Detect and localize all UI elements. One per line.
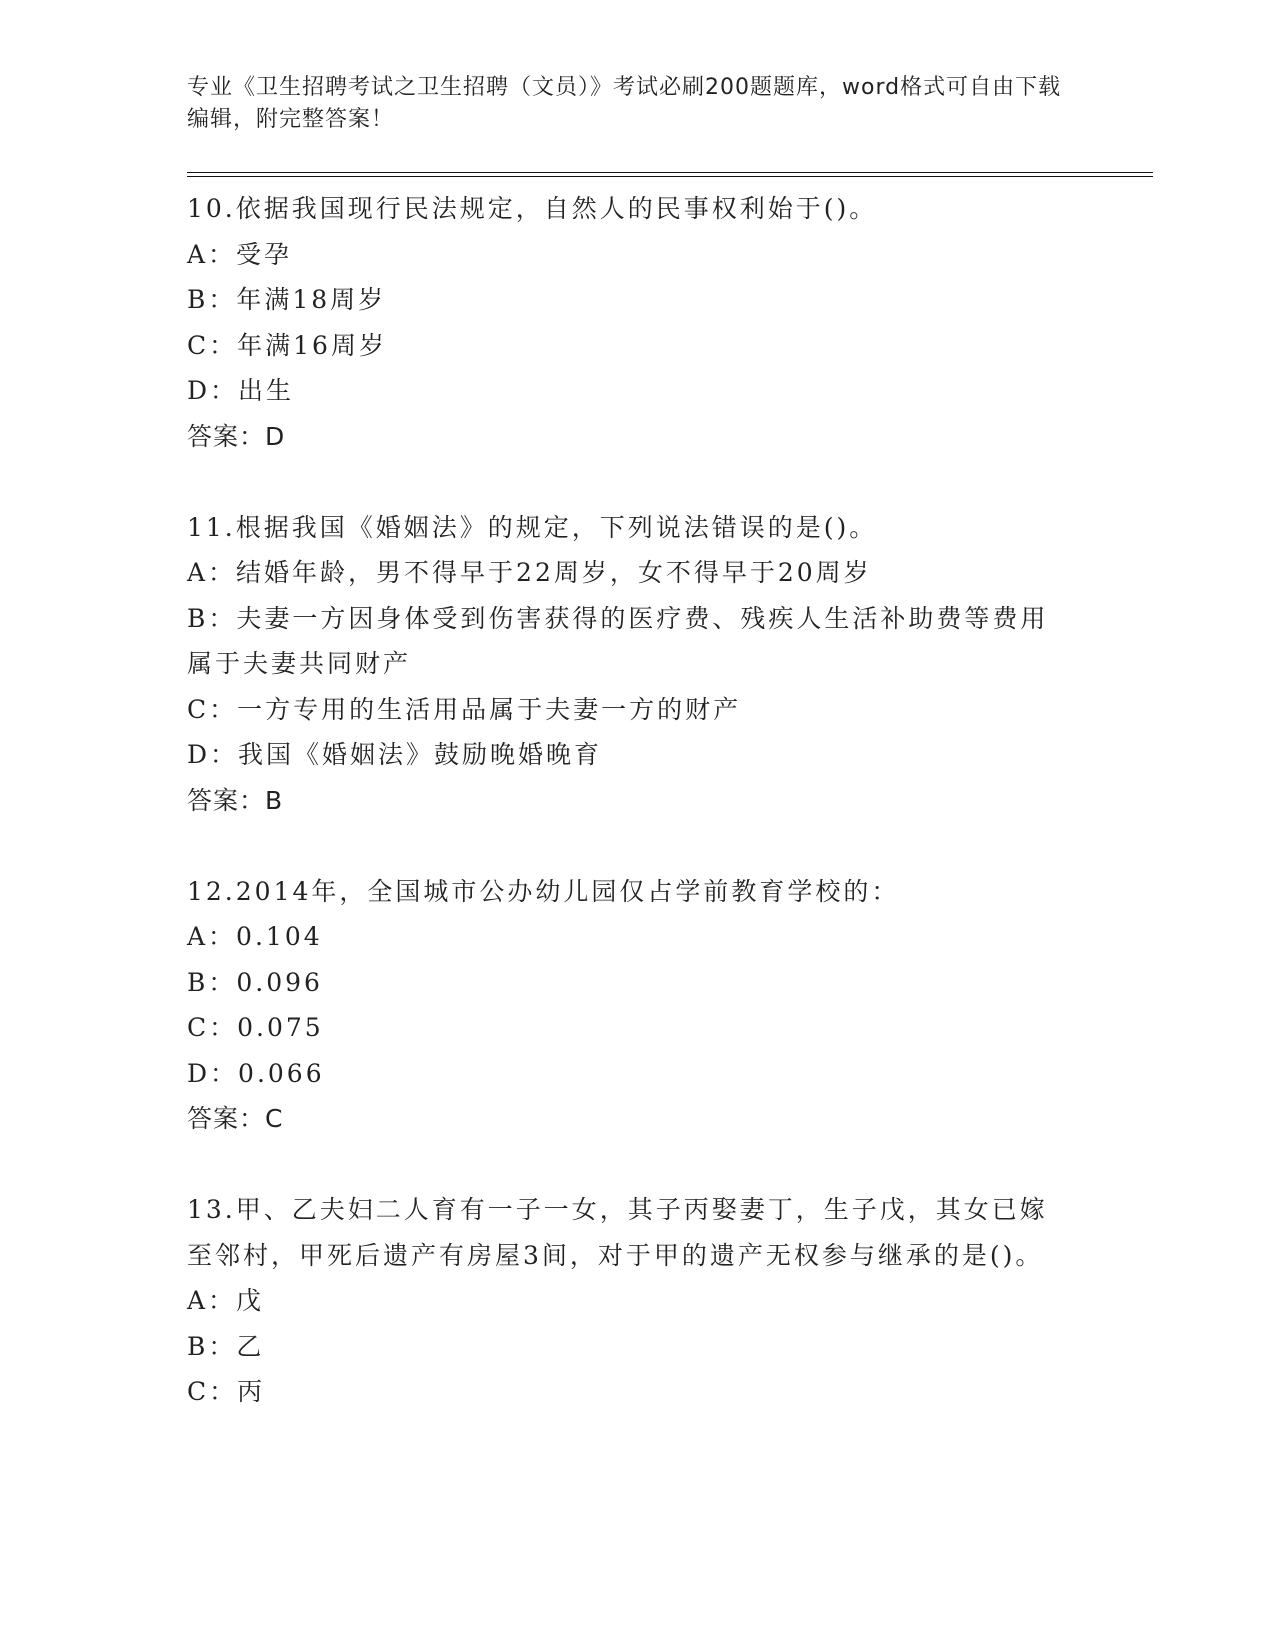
option-c: C：年满16周岁 bbox=[187, 330, 387, 360]
option-a: A：结婚年龄，男不得早于22周岁，女不得早于20周岁 bbox=[187, 558, 872, 587]
option-c: C：一方专用的生活用品属于夫妻一方的财产 bbox=[187, 694, 742, 724]
question-text: 10.依据我国现行民法规定，自然人的民事权利始于()。 bbox=[187, 194, 878, 223]
option-a: A：戊 bbox=[187, 1286, 265, 1315]
option-a: A：受孕 bbox=[187, 239, 293, 269]
question-13 bbox=[187, 1187, 1067, 1415]
option-d: D：我国《婚姻法》鼓励晚婚晚育 bbox=[187, 740, 603, 769]
option-c: C：丙 bbox=[187, 1377, 266, 1406]
document-header: 专业《卫生招聘考试之卫生招聘（文员）》考试必刷200题题库，word格式可自由下载编辑，附完整答案！ bbox=[187, 75, 1062, 132]
option-b: B：夫妻一方因身体受到伤害获得的医疗费、残疾人生活补助费等费用属于夫妻共同财产 bbox=[187, 603, 1049, 678]
answer-text: 答案：B bbox=[187, 785, 284, 815]
question-12 bbox=[187, 869, 1067, 1142]
question-text: 12.2014年，全国城市公办幼儿园仅占学前教育学校的： bbox=[187, 876, 900, 906]
option-c: C：0.075 bbox=[187, 1013, 324, 1042]
question-text: 13.甲、乙夫妇二人育有一子一女，其子丙娶妻丁，生子戊，其女已嫁至邻村，甲死后遗产有房屋3间，对于甲的遗产无权参与继承的是()。 bbox=[187, 1195, 1048, 1270]
answer-text: 答案：C bbox=[187, 1104, 284, 1133]
option-b: B：0.096 bbox=[187, 967, 323, 997]
option-d: D：出生 bbox=[187, 376, 295, 405]
option-b: B：年满18周岁 bbox=[187, 285, 387, 314]
option-d: D：0.066 bbox=[187, 1058, 325, 1088]
option-b: B：乙 bbox=[187, 1331, 265, 1361]
header-rule-top bbox=[187, 172, 1153, 173]
option-a: A：0.104 bbox=[187, 922, 323, 951]
question-10 bbox=[187, 186, 1067, 459]
question-text: 11.根据我国《婚姻法》的规定，下列说法错误的是()。 bbox=[187, 512, 878, 542]
answer-text: 答案：D bbox=[187, 421, 286, 451]
header-rule-bottom bbox=[187, 176, 1153, 177]
question-list bbox=[187, 186, 1067, 1460]
question-11 bbox=[187, 505, 1067, 824]
